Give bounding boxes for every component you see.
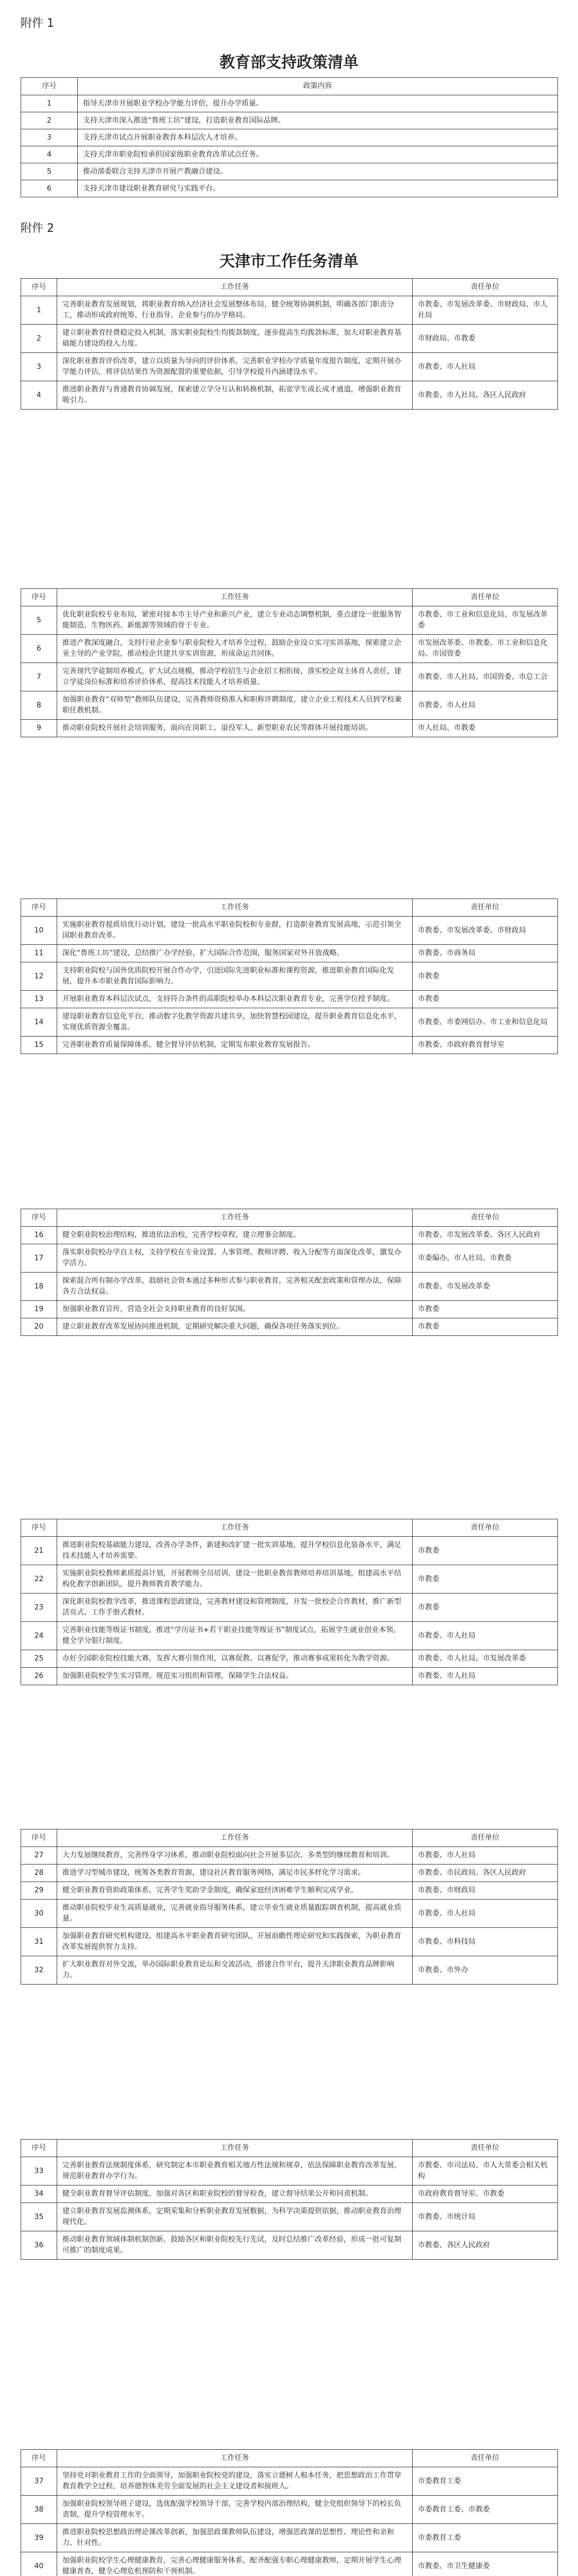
task-row	[21, 1537, 558, 1565]
task-unit: 市教委、市统计局	[413, 2203, 558, 2231]
task-table	[21, 1209, 558, 1336]
task-row	[21, 945, 558, 962]
policy-row	[21, 95, 558, 112]
task-row	[21, 1668, 558, 1685]
task-seq: 20	[21, 1318, 57, 1336]
task-row	[21, 917, 558, 945]
policy-seq: 2	[21, 112, 78, 129]
policy-content: 指导天津市开展职业学校办学能力评价，提升办学质量。	[78, 95, 558, 112]
task-table	[21, 2449, 558, 2576]
task-row	[21, 635, 558, 663]
task-content: 加强职业院校学生心理健康教育，完善心理健康服务体系，配齐配强专职心理健康教师，定期开展学生心理健康普查，健全心理危机预防和干预机制。	[57, 2552, 413, 2576]
task-content: 完善职业教育质量保障体系，健全督导评估机制，定期发布职业教育发展报告。	[57, 1037, 413, 1054]
task-unit: 市教委、市政府教育督导室	[413, 1037, 558, 1054]
task-seq: 7	[21, 663, 57, 691]
task-content: 推动职业院校开展社会培训服务，面向在岗职工、退役军人、新型职业农民等群体开展技能培训。	[57, 720, 413, 737]
task-table	[21, 1519, 558, 1685]
task-unit: 市教委、市人社局	[413, 691, 558, 720]
task-row	[21, 2552, 558, 2576]
policy-seq: 1	[21, 95, 78, 112]
task-seq: 40	[21, 2552, 57, 2576]
task-unit: 市教委	[413, 1565, 558, 1594]
task-row	[21, 381, 558, 410]
header-task: 工作任务	[57, 2450, 413, 2467]
task-unit: 市委教育工委	[413, 2524, 558, 2552]
task-unit: 市委编办、市人社局、市教委	[413, 1244, 558, 1273]
task-seq: 22	[21, 1565, 57, 1594]
task-row	[21, 962, 558, 991]
header-task: 工作任务	[57, 2140, 413, 2157]
policy-seq: 5	[21, 163, 78, 180]
task-unit: 市教委、市财政局	[413, 1882, 558, 1900]
task-row	[21, 1318, 558, 1336]
task-row	[21, 1865, 558, 1882]
task-header-row	[21, 1209, 558, 1227]
header-unit: 责任单位	[413, 2450, 558, 2467]
task-seq: 4	[21, 381, 57, 410]
task-seq: 26	[21, 1668, 57, 1685]
policy-row	[21, 163, 558, 180]
task-unit: 市教委、市科技局	[413, 1928, 558, 1956]
attachment1-title: 教育部支持政策清单	[219, 54, 359, 72]
policy-seq: 4	[21, 146, 78, 163]
header-seq: 序号	[21, 1829, 57, 1847]
task-seq: 2	[21, 325, 57, 353]
task-row	[21, 1847, 558, 1865]
task-seq: 6	[21, 635, 57, 663]
task-table	[21, 2139, 558, 2260]
task-header-row	[21, 589, 558, 606]
task-seq: 24	[21, 1622, 57, 1650]
task-table	[21, 588, 558, 737]
task-row	[21, 1037, 558, 1054]
task-unit: 市教委、市工业和信息化局、市发展改革委	[413, 606, 558, 635]
task-row	[21, 720, 558, 737]
task-row	[21, 1273, 558, 1301]
task-row	[21, 2467, 558, 2496]
task-table	[21, 899, 558, 1054]
task-content: 办好全国职业院校技能大赛，发挥大赛引领作用，以赛促教、以赛促学，推动赛事成果转化为教学资源。	[57, 1650, 413, 1668]
task-content: 建立职业教育发展监测体系，定期采集和分析职业教育发展数据，为科学决策提供依据，推动职业教育治理现代化。	[57, 2203, 413, 2231]
task-row	[21, 663, 558, 691]
task-content: 落实职业院校办学自主权，支持学校在专业设置、人事管理、教师评聘、收入分配等方面深化改革，激发办学活力。	[57, 1244, 413, 1273]
attachment2-title: 天津市工作任务清单	[219, 252, 359, 270]
task-unit: 市教委	[413, 991, 558, 1008]
task-content: 实施职业院校教师素质提高计划，开展教师全员培训，建设一批职业教育教师培养培训基地，组建高水平结构化教学创新团队，提升教师教育教学能力。	[57, 1565, 413, 1594]
task-seq: 12	[21, 962, 57, 991]
task-seq: 30	[21, 1900, 57, 1928]
task-seq: 16	[21, 1227, 57, 1244]
task-seq: 29	[21, 1882, 57, 1900]
task-unit: 市财政局、市教委	[413, 325, 558, 353]
task-unit: 市教委、市人社局、各区人民政府	[413, 381, 558, 410]
task-seq: 25	[21, 1650, 57, 1668]
task-seq: 14	[21, 1008, 57, 1037]
task-table	[21, 278, 558, 410]
task-row	[21, 1594, 558, 1622]
policy-content: 支持天津市深入推进“鲁班工坊”建设，打造职业教育国际品牌。	[78, 112, 558, 129]
task-seq: 21	[21, 1537, 57, 1565]
task-seq: 11	[21, 945, 57, 962]
task-unit: 市教委	[413, 1318, 558, 1336]
attachment1-label: 附件 1	[21, 17, 54, 30]
task-seq: 39	[21, 2524, 57, 2552]
task-content: 建设职业教育信息化平台，推动数字化教学资源共建共享，加快智慧校园建设，提升职业教育信息化水平，实现优质资源全覆盖。	[57, 1008, 413, 1037]
task-seq: 9	[21, 720, 57, 737]
task-seq: 35	[21, 2203, 57, 2231]
policy-content: 支持天津市试点开展职业教育本科层次人才培养。	[78, 129, 558, 146]
task-row	[21, 1008, 558, 1037]
task-content: 开展职业教育本科层次试点，支持符合条件的高职院校举办本科层次职业教育专业，完善学位授予制度。	[57, 991, 413, 1008]
task-unit: 市教委、市发展改革委、市财政局、市人社局	[413, 296, 558, 325]
task-unit: 市政府教育督导室、市教委	[413, 2185, 558, 2203]
header-unit: 责任单位	[413, 1519, 558, 1537]
task-content: 加强职业教育宣传，营造全社会支持职业教育的良好氛围。	[57, 1301, 413, 1318]
policy-table	[21, 77, 558, 197]
header-unit: 责任单位	[413, 279, 558, 296]
task-unit: 市委教育工委、市教委	[413, 2496, 558, 2524]
task-unit: 市教委、市商务局	[413, 945, 558, 962]
task-seq: 27	[21, 1847, 57, 1865]
task-seq: 17	[21, 1244, 57, 1273]
task-seq: 5	[21, 606, 57, 635]
task-row	[21, 1956, 558, 1985]
task-row	[21, 296, 558, 325]
task-row	[21, 1928, 558, 1956]
task-seq: 18	[21, 1273, 57, 1301]
policy-content: 推动部委联合支持天津市开展产教融合建设。	[78, 163, 558, 180]
task-content: 推进职业教育与普通教育协调发展，探索建立学分互认和转换机制，拓宽学生成长成才通道，增强职业教育吸引力。	[57, 381, 413, 410]
task-content: 深化“鲁班工坊”建设，总结推广办学经验，扩大国际合作范围，服务国家对外开放战略。	[57, 945, 413, 962]
policy-row	[21, 129, 558, 146]
task-unit: 市教委、市外办	[413, 1956, 558, 1985]
task-table	[21, 1829, 558, 1985]
policy-row	[21, 112, 558, 129]
task-content: 优化职业院校专业布局，紧密对接本市主导产业和新兴产业，建立专业动态调整机制，重点建设一批服务智能制造、生物医药、新能源等领域的骨干专业。	[57, 606, 413, 635]
task-row	[21, 2203, 558, 2231]
task-seq: 15	[21, 1037, 57, 1054]
task-header-row	[21, 899, 558, 917]
task-unit: 市人社局、市教委	[413, 720, 558, 737]
task-header-row	[21, 279, 558, 296]
task-row	[21, 1622, 558, 1650]
task-content: 完善现代学徒制培养模式，扩大试点规模，推动学校招生与企业招工相衔接，落实校企双主体育人责任，建立学徒岗位标准和培养评价体系，提高技术技能人才培养质量。	[57, 663, 413, 691]
task-header-row	[21, 1519, 558, 1537]
header-task: 工作任务	[57, 1519, 413, 1537]
task-content: 健全职业教育资助政策体系，完善学生奖助学金制度，确保家庭经济困难学生顺利完成学业。	[57, 1882, 413, 1900]
header-unit: 责任单位	[413, 899, 558, 917]
task-seq: 1	[21, 296, 57, 325]
attachment2-label: 附件 2	[21, 222, 54, 235]
header-seq: 序号	[21, 279, 57, 296]
header-task: 工作任务	[57, 589, 413, 606]
task-content: 推动职业教育领域体制机制创新，鼓励各区和职业院校先行先试，及时总结推广改革经验，形成一批可复制可推广的制度成果。	[57, 2231, 413, 2260]
task-unit: 市教委、市委网信办、市工业和信息化局	[413, 1008, 558, 1037]
task-unit: 市教委	[413, 1594, 558, 1622]
header-seq: 序号	[21, 1519, 57, 1537]
header-seq: 序号	[21, 899, 57, 917]
task-row	[21, 2185, 558, 2203]
task-seq: 23	[21, 1594, 57, 1622]
task-unit: 市教委、市人社局	[413, 1622, 558, 1650]
header-task: 工作任务	[57, 1829, 413, 1847]
header-seq: 序号	[21, 78, 78, 95]
task-seq: 37	[21, 2467, 57, 2496]
task-unit: 市教委、市发展改革委	[413, 1273, 558, 1301]
task-content: 推进学习型城市建设，统筹各类教育资源，建设社区教育服务网络，满足市民多样化学习需求。	[57, 1865, 413, 1882]
header-task: 工作任务	[57, 1209, 413, 1227]
task-row	[21, 1882, 558, 1900]
header-unit: 责任单位	[413, 1209, 558, 1227]
header-task: 工作任务	[57, 899, 413, 917]
task-content: 深化职业教育评价改革，建立以质量为导向的评价体系，完善职业学校办学质量年度报告制度，定期开展办学能力评估，将评估结果作为资源配置的重要依据，引导学校提升内涵建设水平。	[57, 353, 413, 381]
task-unit: 市教委、市卫生健康委	[413, 2552, 558, 2576]
task-content: 加强职业教育“双师型”教师队伍建设，完善教师资格准入和职称评聘制度，建立企业工程技术人员到学校兼职任教机制。	[57, 691, 413, 720]
header-task: 工作任务	[57, 279, 413, 296]
task-unit: 市教委、市人社局	[413, 1847, 558, 1865]
task-unit: 市教委、市人社局、市国资委、市总工会	[413, 663, 558, 691]
task-content: 实施职业教育提质培优行动计划，建设一批高水平职业院校和专业群，打造职业教育发展高地，示范引领全国职业教育改革。	[57, 917, 413, 945]
policy-seq: 6	[21, 180, 78, 197]
task-content: 健全职业教育督导评估制度，加强对各区和职业院校的督导检查，建立督导结果公开和问责机制。	[57, 2185, 413, 2203]
task-row	[21, 1301, 558, 1318]
task-content: 支持职业院校与国外优质院校开展合作办学，引进国际先进职业标准和课程资源，推进职业教育国际化发展，提升本市职业教育国际影响力。	[57, 962, 413, 991]
task-row	[21, 325, 558, 353]
task-content: 完善职业教育法规制度体系，研究制定本市职业教育相关地方性法规和规章，依法保障职业教育改革发展，规范职业教育办学行为。	[57, 2157, 413, 2185]
task-seq: 13	[21, 991, 57, 1008]
header-unit: 责任单位	[413, 1829, 558, 1847]
task-header-row	[21, 2450, 558, 2467]
task-seq: 31	[21, 1928, 57, 1956]
task-unit: 市教委	[413, 962, 558, 991]
policy-content: 支持天津市职业院校承担国家级职业教育改革试点任务。	[78, 146, 558, 163]
task-row	[21, 1650, 558, 1668]
task-row	[21, 2524, 558, 2552]
task-row	[21, 991, 558, 1008]
task-unit: 市教委、市人社局	[413, 1900, 558, 1928]
header-unit: 责任单位	[413, 2140, 558, 2157]
task-content: 建立职业教育经费稳定投入机制，落实职业院校生均拨款制度，逐步提高生均拨款标准，加大对职业教育基础能力建设的投入力度。	[57, 325, 413, 353]
task-content: 扩大职业教育对外交流，举办国际职业教育论坛和交流活动，搭建合作平台，提升天津职业教育品牌影响力。	[57, 1956, 413, 1985]
task-unit: 市教委、市民政局、各区人民政府	[413, 1865, 558, 1882]
task-content: 推进职业院校思想政治理论课改革创新，加强思政课教师队伍建设，增强思政课的思想性、理论性和亲和力、针对性。	[57, 2524, 413, 2552]
task-seq: 33	[21, 2157, 57, 2185]
policy-seq: 3	[21, 129, 78, 146]
task-content: 推进产教深度融合，支持行业企业参与职业院校人才培养全过程，鼓励企业设立实习实训基地，探索建立企业主导的产业学院，推动校企共建共享实训资源，形成命运共同体。	[57, 635, 413, 663]
task-content: 坚持党对职业教育工作的全面领导，加强职业院校党的建设，落实立德树人根本任务，把思想政治工作贯穿教育教学全过程，培养德智体美劳全面发展的社会主义建设者和接班人。	[57, 2467, 413, 2496]
task-unit: 市发展改革委、市教委、市工业和信息化局、市国资委	[413, 635, 558, 663]
task-unit: 市教委、市发展改革委、各区人民政府	[413, 1227, 558, 1244]
header-seq: 序号	[21, 589, 57, 606]
task-header-row	[21, 2140, 558, 2157]
task-content: 健全职业院校治理结构，推进依法治校，完善学校章程，建立理事会制度。	[57, 1227, 413, 1244]
task-row	[21, 2496, 558, 2524]
task-content: 推动职业院校毕业生高质量就业，完善就业指导服务体系，建立毕业生就业质量跟踪调查机制，提高就业质量。	[57, 1900, 413, 1928]
header-seq: 序号	[21, 1209, 57, 1227]
task-content: 建立职业教育改革发展协同推进机制，定期研究解决重大问题，确保各项任务落实到位。	[57, 1318, 413, 1336]
task-unit: 市教委	[413, 1537, 558, 1565]
task-row	[21, 1900, 558, 1928]
task-seq: 38	[21, 2496, 57, 2524]
task-seq: 19	[21, 1301, 57, 1318]
task-content: 完善职业教育发展规划，将职业教育纳入经济社会发展整体布局，健全统筹协调机制，明确各部门职责分工，推动形成政府统筹、行业指导、企业参与的办学格局。	[57, 296, 413, 325]
task-content: 探索混合所有制办学改革，鼓励社会资本通过多种形式参与职业教育，完善相关配套政策和管理办法，保障各方合法权益。	[57, 1273, 413, 1301]
header-policy: 政策内容	[78, 78, 558, 95]
policy-row	[21, 180, 558, 197]
task-seq: 34	[21, 2185, 57, 2203]
task-unit: 市教委、各区人民政府	[413, 2231, 558, 2260]
task-row	[21, 353, 558, 381]
task-row	[21, 691, 558, 720]
task-unit: 市委教育工委	[413, 2467, 558, 2496]
policy-header-row	[21, 78, 558, 95]
policy-row	[21, 146, 558, 163]
policy-content: 支持天津市建设职业教育研究与实践平台。	[78, 180, 558, 197]
header-unit: 责任单位	[413, 589, 558, 606]
task-header-row	[21, 1829, 558, 1847]
task-row	[21, 606, 558, 635]
task-content: 大力发展继续教育，完善终身学习体系，推动职业院校面向社会开展多层次、多类型的继续教育和培训。	[57, 1847, 413, 1865]
task-row	[21, 1565, 558, 1594]
task-unit: 市教委、市发展改革委、市财政局	[413, 917, 558, 945]
task-unit: 市教委、市人社局、市发展改革委	[413, 1650, 558, 1668]
task-unit: 市教委、市人社局	[413, 1668, 558, 1685]
task-seq: 8	[21, 691, 57, 720]
task-content: 深化职业院校教学改革，推进课程思政建设，完善教材建设和管理制度，开发一批校企合作教材，推广新型活页式、工作手册式教材。	[57, 1594, 413, 1622]
task-content: 推进职业院校基础能力建设，改善办学条件，新建和改扩建一批实训基地，提升学校信息化装备水平，满足技术技能人才培养需要。	[57, 1537, 413, 1565]
task-row	[21, 2231, 558, 2260]
task-seq: 10	[21, 917, 57, 945]
task-row	[21, 1244, 558, 1273]
task-row	[21, 2157, 558, 2185]
task-content: 加强职业院校领导班子建设，选优配强学校领导干部，完善学校内部治理结构，健全党组织领导下的校长负责制，提升学校管理水平。	[57, 2496, 413, 2524]
task-seq: 3	[21, 353, 57, 381]
task-content: 加强职业院校学生实习管理，规范实习组织和管理，保障学生合法权益。	[57, 1668, 413, 1685]
header-seq: 序号	[21, 2450, 57, 2467]
task-seq: 28	[21, 1865, 57, 1882]
header-seq: 序号	[21, 2140, 57, 2157]
task-content: 完善职业技能等级证书制度，推进“学历证书+若干职业技能等级证书”制度试点，拓展学生就业创业本领，健全学分银行制度。	[57, 1622, 413, 1650]
task-row	[21, 1227, 558, 1244]
task-seq: 36	[21, 2231, 57, 2260]
task-seq: 32	[21, 1956, 57, 1985]
task-content: 加强职业教育研究机构建设，组建高水平职业教育研究团队，开展前瞻性理论研究和实践探索，为职业教育改革发展提供智力支持。	[57, 1928, 413, 1956]
task-unit: 市教委、市司法局、市人大常委会相关机构	[413, 2157, 558, 2185]
task-unit: 市教委、市人社局	[413, 353, 558, 381]
task-unit: 市教委	[413, 1301, 558, 1318]
